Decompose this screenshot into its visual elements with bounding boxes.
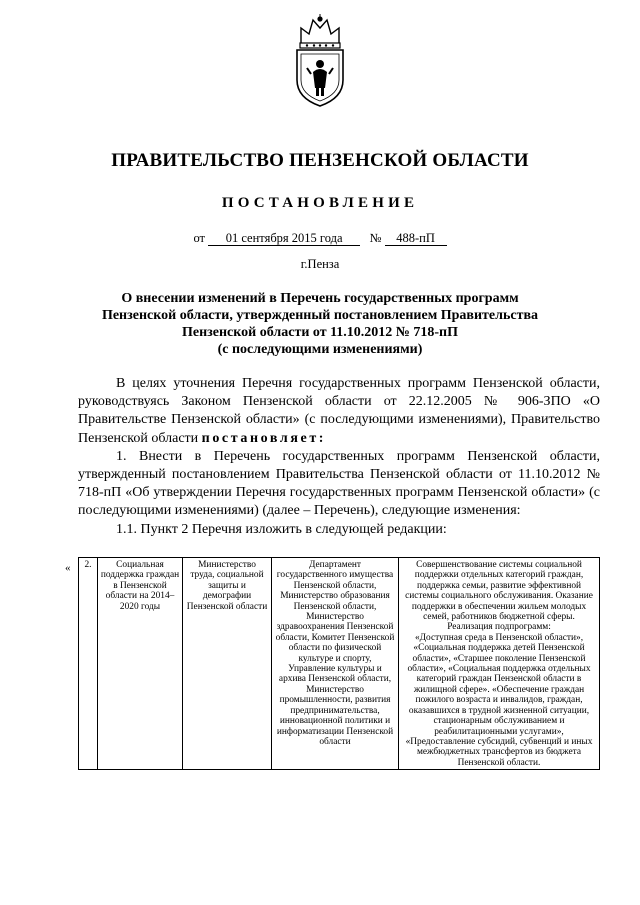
document-subject	[98, 290, 542, 358]
document-type: ПОСТАНОВЛЕНИЕ	[221, 195, 419, 211]
subject-line: О внесении изменений в Перечень государственных программ	[121, 291, 519, 306]
row-number-cell: 2.	[79, 558, 98, 770]
opening-quote-mark: «	[65, 562, 71, 574]
body-paragraph: 1.1. Пункт 2 Перечня изложить в следующей редакции:	[116, 521, 447, 537]
executor-cell: Министерство труда, социальной защиты и демографии Пензенской области	[183, 558, 272, 770]
goals-text: Совершенствование системы социальной поддержки отдельных категорий граждан, поддержка семьи, развитие эффективной системы социального обслуживания. Оказание поддержки в обеспечении жильем молодых семей, работников бюджетной сферы.	[405, 560, 593, 623]
document-date: 01 сентября 2015 года	[208, 232, 360, 246]
document-number: 488-пП	[385, 232, 447, 246]
subprograms-text: «Доступная среда в Пензенской области», «Социальная поддержка детей Пензенской области», «Старшее поколение Пензенской области», «Социальная поддержка отдельных категорий граждан Пензенской области в жилищной сфере». «Обеспечение граждан пожилого возраста и инвалидов, граждан, оказавшихся в трудной жизненной ситуации, стационарным обслуживанием и реабилитационными услугами», «Предоставление субсидий, субвенций и иных межбюджетных трансфертов из бюджета Пензенской области.	[405, 632, 593, 768]
table-row	[79, 558, 600, 770]
subprograms-title: Реализация подпрограмм:	[447, 622, 551, 633]
body-paragraph: 1. Внести в Перечень государственных программ Пензенской области, утвержденный постановлением Правительства Пензенской области от 11.10.2012 № 718-пП «Об утверждении Перечня государственных программ Пензенской области» (с последующими изменениями) (далее – Перечень), следующие изменения:	[78, 448, 600, 519]
program-name-cell: Социальная поддержка граждан в Пензенской области на 2014–2020 годы	[98, 558, 183, 770]
number-prefix: №	[369, 231, 382, 245]
coat-of-arms-emblem	[287, 14, 353, 108]
goals-cell	[399, 558, 600, 770]
coexecutors-cell: Департамент государственного имущества Пензенской области, Министерство образования Пензенской области, Министерство здравоохранения Пензенской области, Комитет Пензенской области по физической культуре и спорту, Управление культуры и архива Пензенской области, Министерство промышленности, развития предпринимательства, инновационной политики и информатизации Пензенской области	[272, 558, 399, 770]
city: г.Пенза	[300, 257, 340, 271]
subject-line: Пензенской области, утвержденный постановлением Правительства	[101, 308, 539, 323]
government-title: ПРАВИТЕЛЬСТВО ПЕНЗЕНСКОЙ ОБЛАСТИ	[111, 150, 529, 171]
subject-line: (с последующими изменениями)	[217, 342, 423, 357]
body-paragraph	[78, 375, 600, 448]
date-prefix: от	[193, 231, 205, 245]
date-number-line	[0, 231, 640, 246]
paragraph-text: В целях уточнения Перечня государственных программ Пензенской области, руководствуясь Законом Пензенской области от 22.12.2005 № 906-ЗПО «О Правительстве Пензенской области» (с последующими изменениями), Правительство Пензенской области	[78, 376, 600, 446]
program-table	[78, 557, 600, 770]
document-body	[78, 375, 600, 539]
resolves-word: постановляет:	[201, 430, 327, 446]
subject-line: Пензенской области от 11.10.2012 № 718-пП	[181, 325, 458, 340]
